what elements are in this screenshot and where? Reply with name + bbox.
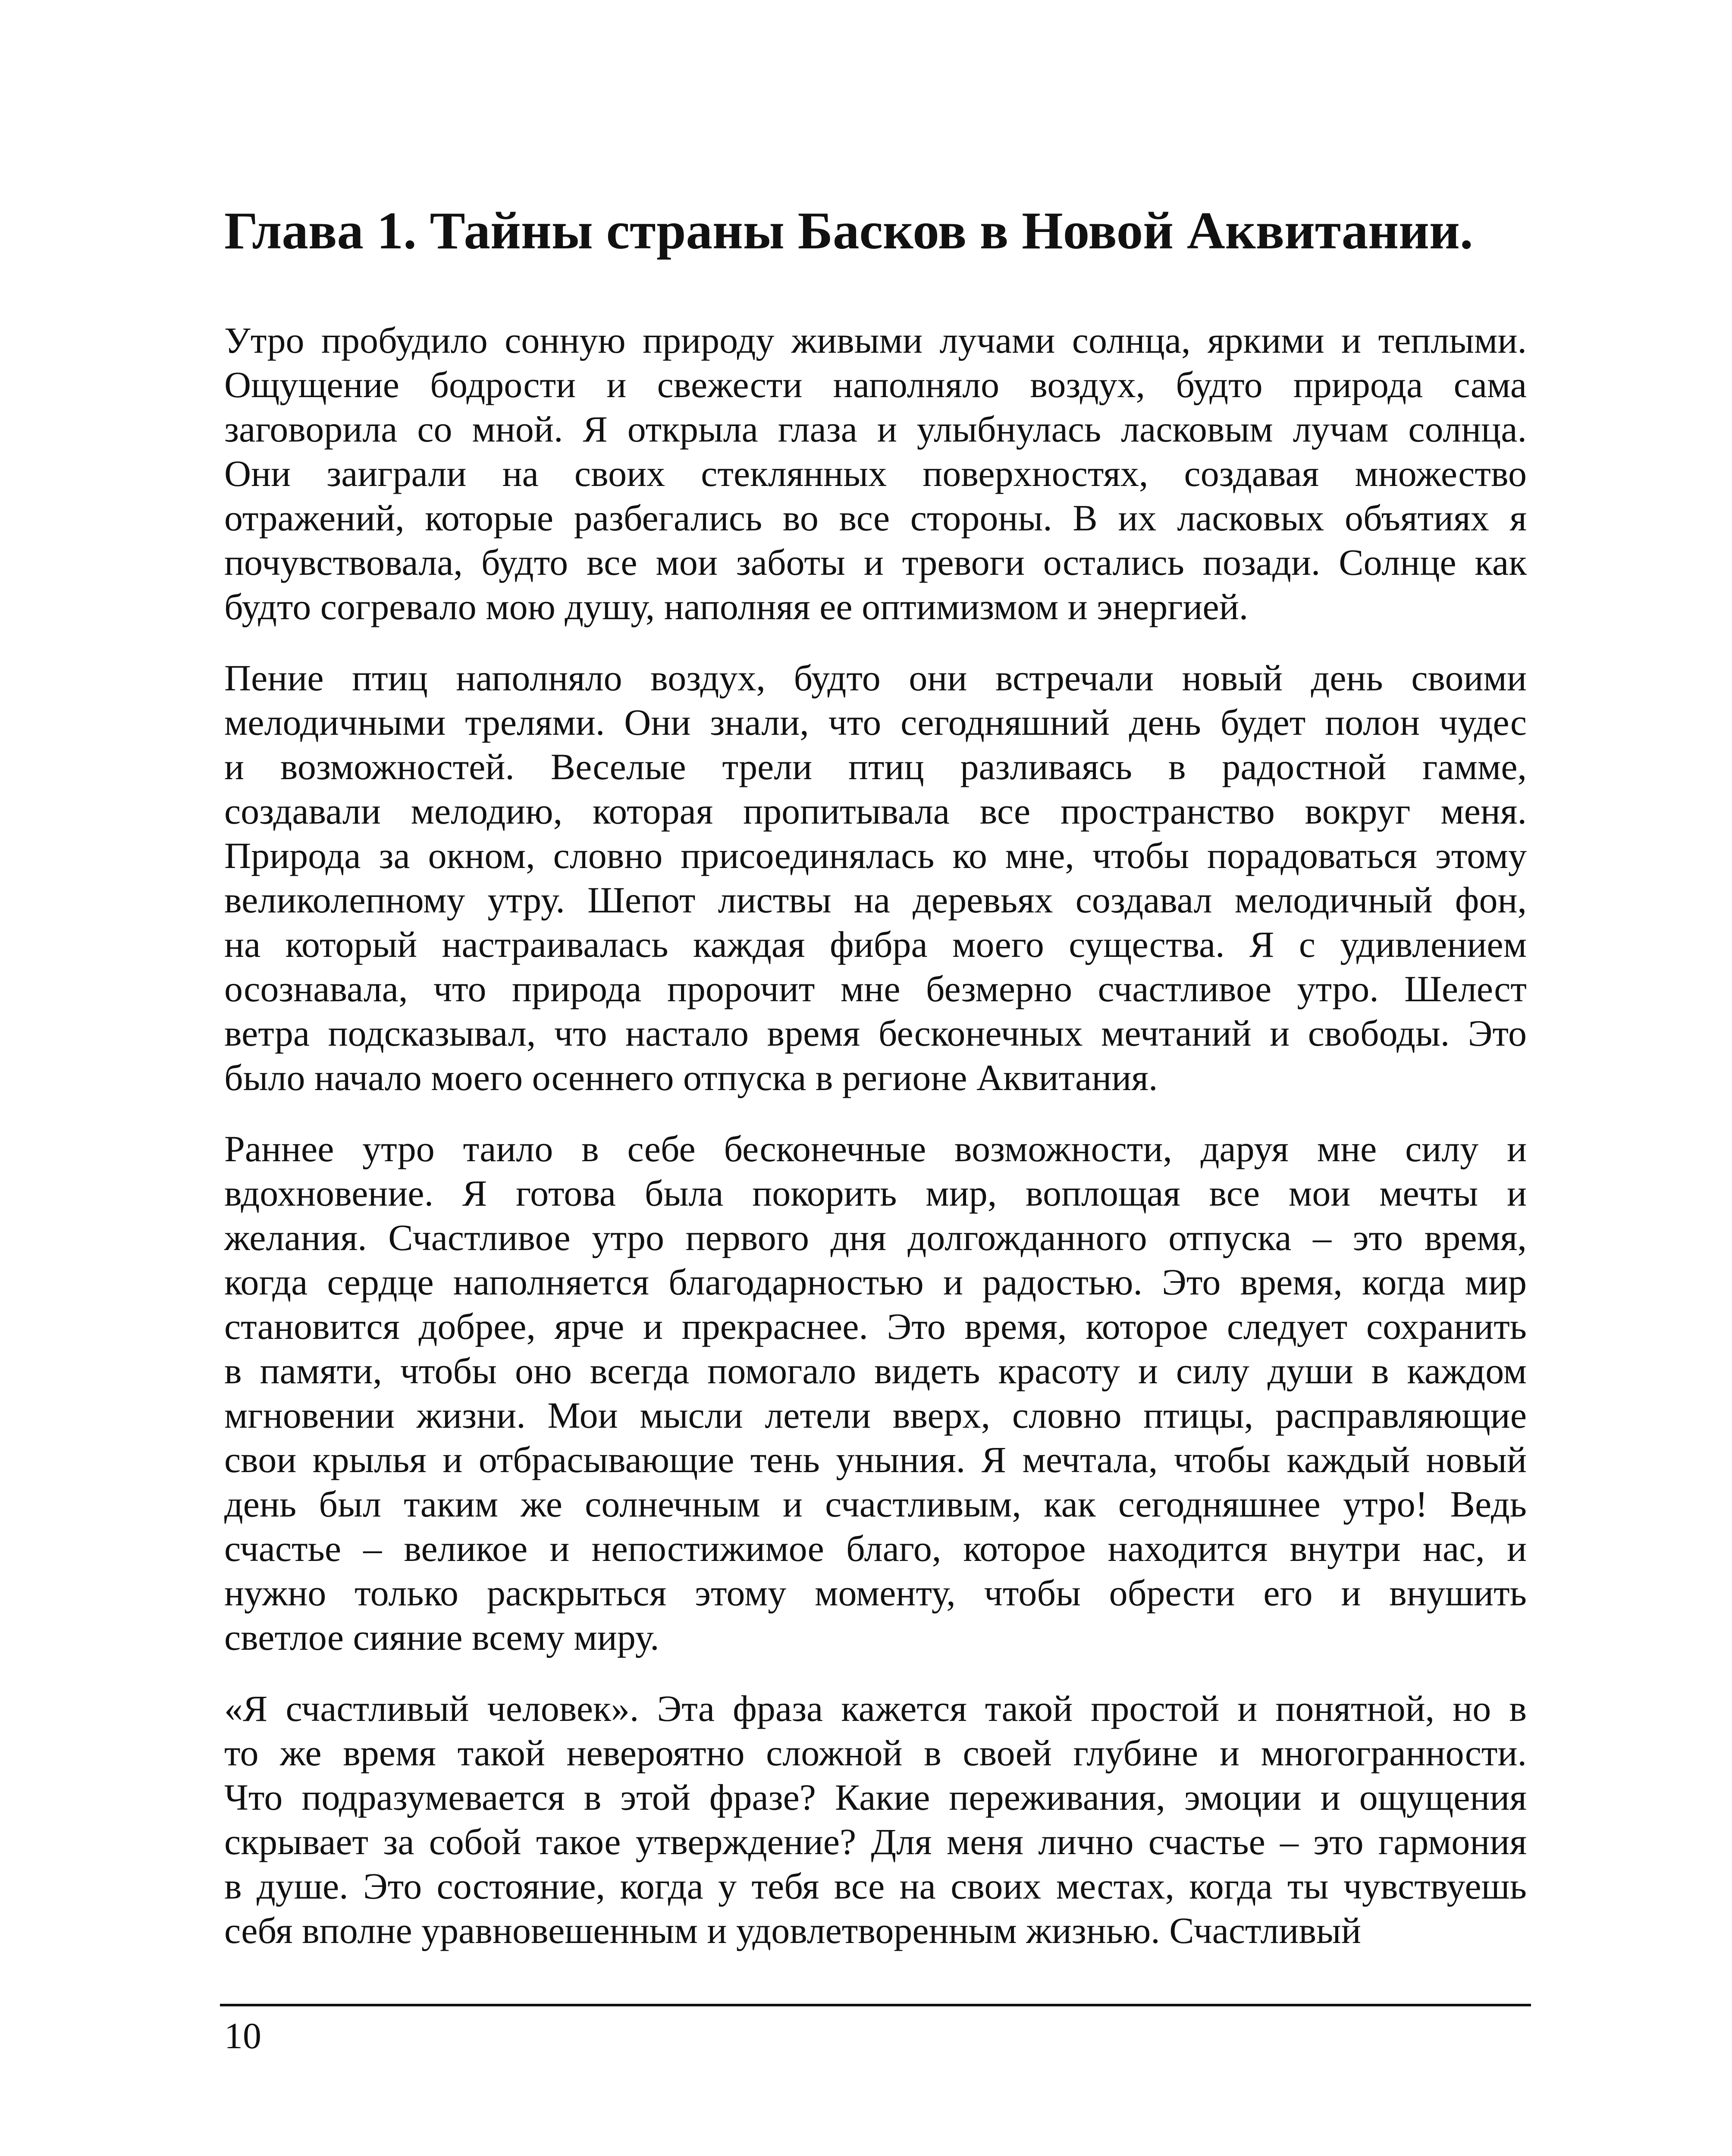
text-line: в душе. Это состояние, когда у тебя все на своих местах, когда ты чувствуешь bbox=[224, 1865, 1527, 1907]
text-line: светлое сияние всему миру. bbox=[224, 1617, 659, 1658]
text-line: свои крылья и отбрасывающие тень уныния. Я мечтала, чтобы каждый новый bbox=[224, 1439, 1527, 1480]
text-line: Пение птиц наполняло воздух, будто они встречали новый день своими bbox=[224, 657, 1527, 699]
text-line: создавали мелодию, которая пропитывала все пространство вокруг меня. bbox=[224, 790, 1527, 832]
body-text bbox=[224, 318, 1527, 1980]
text-line: будто согревало мою душу, наполняя ее оптимизмом и энергией. bbox=[224, 586, 1249, 627]
paragraph bbox=[224, 656, 1527, 1100]
chapter-title: Глава 1. Тайны страны Басков в Новой Аквитании. bbox=[224, 201, 1473, 260]
text-line: мгновении жизни. Мои мысли летели вверх, словно птицы, расправляющие bbox=[224, 1395, 1527, 1436]
text-line: «Я счастливый человек». Эта фраза кажется такой простой и понятной, но в bbox=[224, 1688, 1527, 1729]
page-number: 10 bbox=[224, 2015, 261, 2056]
text-line: скрывает за собой такое утверждение? Для меня лично счастье – это гармония bbox=[224, 1821, 1527, 1862]
text-line: великолепному утру. Шепот листвы на деревьях создавал мелодичный фон, bbox=[224, 879, 1527, 921]
text-line: то же время такой невероятно сложной в своей глубине и многогранности. bbox=[224, 1732, 1527, 1774]
text-line: и возможностей. Веселые трели птиц разливаясь в радостной гамме, bbox=[224, 746, 1527, 787]
text-line: Что подразумевается в этой фразе? Какие переживания, эмоции и ощущения bbox=[224, 1777, 1527, 1818]
paragraph bbox=[224, 318, 1527, 629]
text-line: Природа за окном, словно присоединялась ко мне, чтобы порадоваться этому bbox=[224, 835, 1527, 876]
text-line: счастье – великое и непостижимое благо, которое находится внутри нас, и bbox=[224, 1528, 1527, 1569]
footer-rule bbox=[220, 2004, 1531, 2006]
text-line: почувствовала, будто все мои заботы и тревоги остались позади. Солнце как bbox=[224, 542, 1527, 583]
text-line: было начало моего осеннего отпуска в регионе Аквитания. bbox=[224, 1057, 1158, 1098]
text-line: ветра подсказывал, что настало время бесконечных мечтаний и свободы. Это bbox=[224, 1012, 1527, 1054]
text-line: день был таким же солнечным и счастливым, как сегодняшнее утро! Ведь bbox=[224, 1483, 1527, 1525]
text-line: желания. Счастливое утро первого дня долгожданного отпуска – это время, bbox=[224, 1217, 1527, 1258]
text-line: в памяти, чтобы оно всегда помогало видеть красоту и силу души в каждом bbox=[224, 1350, 1527, 1391]
text-line: заговорила со мной. Я открыла глаза и улыбнулась ласковым лучам солнца. bbox=[224, 408, 1527, 450]
text-line: мелодичными трелями. Они знали, что сегодняшний день будет полон чудес bbox=[224, 702, 1527, 743]
text-line: себя вполне уравновешенным и удовлетворенным жизнью. Счастливый bbox=[224, 1910, 1361, 1951]
text-line: вдохновение. Я готова была покорить мир, воплощая все мои мечты и bbox=[224, 1172, 1527, 1214]
text-line: становится добрее, ярче и прекраснее. Это время, которое следует сохранить bbox=[224, 1306, 1527, 1347]
text-line: Утро пробудило сонную природу живыми лучами солнца, яркими и теплыми. bbox=[224, 320, 1527, 361]
text-line: Они заиграли на своих стеклянных поверхностях, создавая множество bbox=[224, 453, 1527, 494]
text-line: отражений, которые разбегались во все стороны. В их ласковых объятиях я bbox=[224, 497, 1527, 539]
paragraph bbox=[224, 1686, 1527, 1953]
text-line: нужно только раскрыться этому моменту, чтобы обрести его и внушить bbox=[224, 1572, 1527, 1614]
text-line: осознавала, что природа пророчит мне безмерно счастливое утро. Шелест bbox=[224, 968, 1527, 1009]
text-line: Раннее утро таило в себе бесконечные возможности, даруя мне силу и bbox=[224, 1128, 1527, 1169]
text-line: Ощущение бодрости и свежести наполняло воздух, будто природа сама bbox=[224, 364, 1527, 405]
text-line: когда сердце наполняется благодарностью и радостью. Это время, когда мир bbox=[224, 1261, 1527, 1303]
text-line: на который настраивалась каждая фибра моего существа. Я с удивлением bbox=[224, 924, 1527, 965]
paragraph bbox=[224, 1127, 1527, 1660]
